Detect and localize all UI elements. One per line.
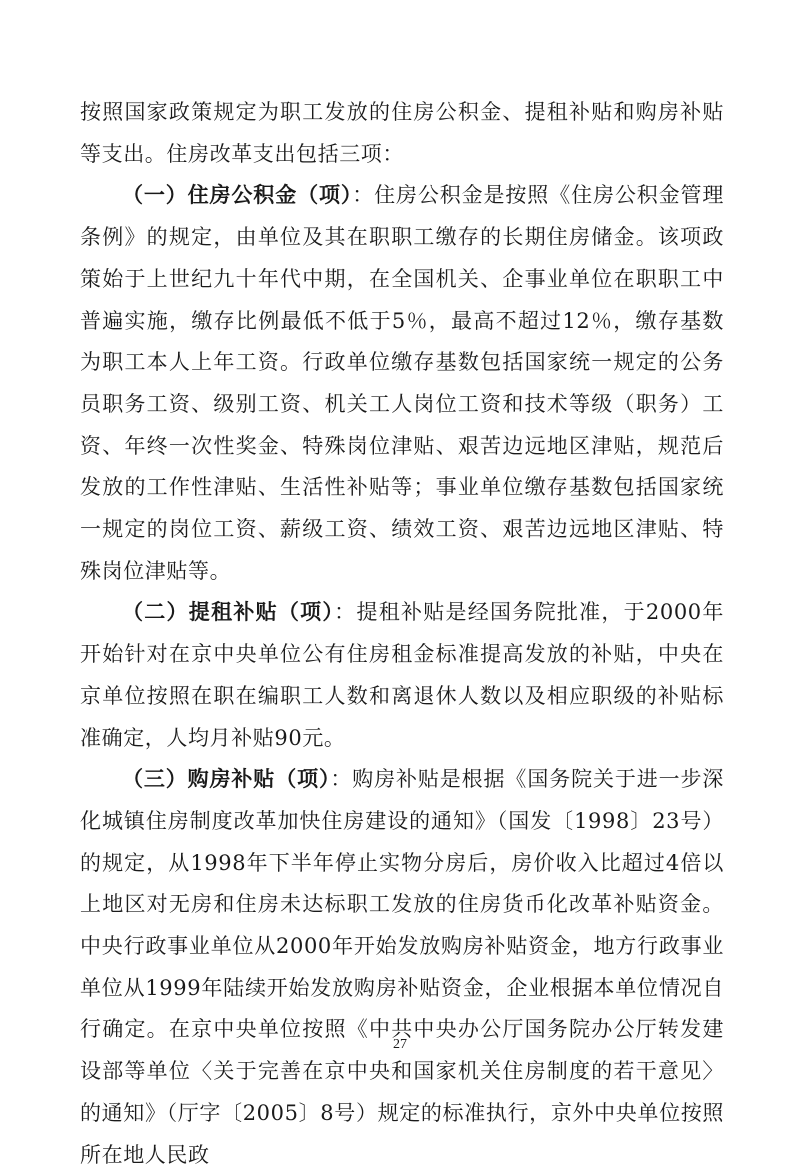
heading-purchase-subsidy: （三）购房补贴（项） (122, 767, 331, 792)
paragraph-housing-fund (80, 175, 724, 592)
heading-rent-subsidy: （二）提租补贴（项） (122, 600, 335, 625)
page-number: 27 (393, 1037, 407, 1052)
body-text (80, 92, 724, 1176)
paragraph-rent-subsidy-text: ：提租补贴是经国务院批准，于2000年开始针对在京中央单位公有住房租金标准提高发放的补贴，中央在京单位按照在职在编职工人数和离退休人数以及相应职级的补贴标准确定，人均月补贴90元。 (80, 600, 725, 750)
paragraph-purchase-subsidy (80, 759, 724, 1176)
paragraph-rent-subsidy (80, 592, 724, 759)
heading-housing-fund: （一）住房公积金（项） (122, 183, 353, 208)
paragraph-intro (80, 92, 724, 175)
paragraph-housing-fund-text: ：住房公积金是按照《住房公积金管理条例》的规定，由单位及其在职职工缴存的长期住房储金。该项政策始于上世纪九十年代中期，在全国机关、企事业单位在职职工中普遍实施，缴存比例最低不低于5％，最高不超过12％，缴存基数为职工本人上年工资。行政单位缴存基数包括国家统一规定的公务员职务工资、级别工资、机关工人岗位工资和技术等级（职务）工资、年终一次性奖金、特殊岗位津贴、艰苦边远地区津贴，规范后发放的工作性津贴、生活性补贴等；事业单位缴存基数包括国家统一规定的岗位工资、薪级工资、绩效工资、艰苦边远地区津贴、特殊岗位津贴等。 (80, 183, 724, 583)
paragraph-purchase-subsidy-text: ：购房补贴是根据《国务院关于进一步深化城镇住房制度改革加快住房建设的通知》（国发〔1998〕23号）的规定，从1998年下半年停止实物分房后，房价收入比超过4倍以上地区对无房和住房未达标职工发放的住房货币化改革补贴资金。中央行政事业单位从2000年开始发放购房补贴资金，地方行政事业单位从1999年陆续开始发放购房补贴资金，企业根据本单位情况自行确定。在京中央单位按照《中共中央办公厅国务院办公厅转发建设部等单位〈关于完善在京中央和国家机关住房制度的若干意见〉的通知》（厅字〔2005〕8号）规定的标准执行，京外中央单位按照所在地人民政 (80, 767, 724, 1167)
paragraph-intro-text: 按照国家政策规定为职工发放的住房公积金、提租补贴和购房补贴等支出。住房改革支出包括三项： (80, 100, 724, 166)
